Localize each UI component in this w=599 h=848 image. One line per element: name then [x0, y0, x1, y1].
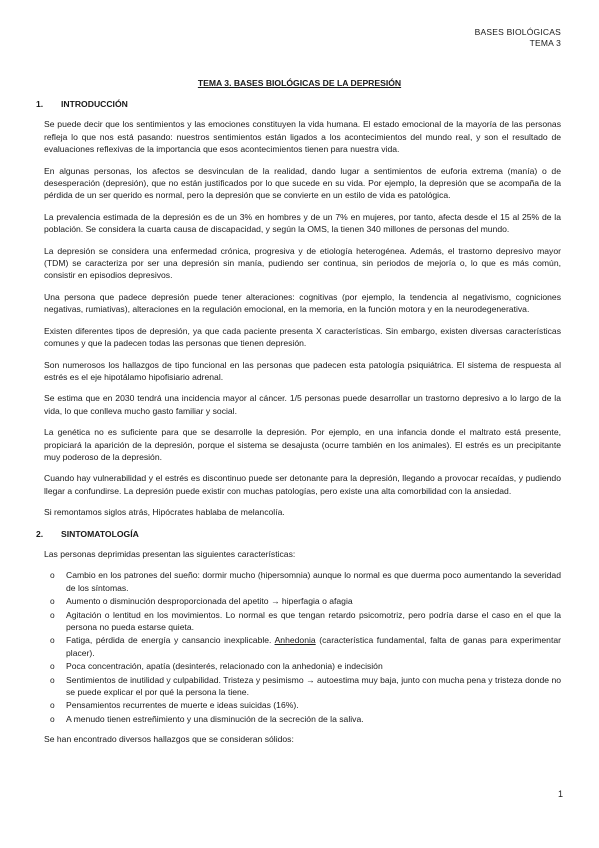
underlined-term: Anhedonia	[274, 635, 316, 646]
paragraph: La genética no es suficiente para que se desarrolle la depresión. Por ejemplo, en una infancia donde el maltrato está presente, propiciará la aparición de la depresión, porque el sistema se desajusta (ocurre también en los animales). El estrés es un precipitante muy poderoso de la depresión.	[44, 427, 561, 462]
paragraph: La prevalencia estimada de la depresión es de un 3% en hombres y de un 7% en mujeres, por tanto, afecta desde el 15 al 25% de la población. Se considera la cuarta causa de discapacidad, y según la OMS, la tienen 340 millones de personas del mundo.	[44, 211, 561, 235]
paragraph: Se puede decir que los sentimientos y las emociones constituyen la vida humana. El estado emocional de la mayoría de las personas refleja lo que nos está pasando: nuestros sentimientos están ligados a los acontecimientos del mundo real, y son el resultado de evaluaciones reflexivas de la importancia que esos acontecimientos tienen para nuestra vida.	[44, 119, 561, 155]
paragraph: Si remontamos siglos atrás, Hipócrates hablaba de melancolía.	[44, 507, 285, 518]
section-heading-introduccion	[36, 98, 561, 110]
paragraph: Son numerosos los hallazgos de tipo funcional en las personas que padecen esta patología psiquiátrica. El sistema de respuesta al estrés es el eje hipotálamo hipofisiario adrenal.	[44, 359, 561, 382]
section-heading-sintomatologia	[36, 528, 561, 540]
list-item: o Sentimientos de inutilidad y culpabilidad. Tristeza y pesimismo → autoestima muy baja, junto con mucha pena y tristeza donde no se puede explicar el por qué la persona la tiene.	[50, 674, 561, 699]
list-item: o Pensamientos recurrentes de muerte e ideas suicidas (16%).	[50, 699, 561, 711]
list-item-text: (característica fundamental, falta de ganas para experimentar placer).	[66, 635, 561, 658]
symptom-list	[36, 569, 561, 725]
header-topic: TEMA 3	[529, 38, 561, 48]
page-number: 1	[557, 789, 563, 799]
list-item: o A menudo tienen estreñimiento y una disminución de la secreción de la saliva.	[50, 713, 561, 725]
list-item: o Aumento o disminución desproporcionada del apetito → hiperfagia o afagia	[50, 595, 561, 607]
section-number: 1.	[36, 99, 44, 109]
list-item: o Agitación o lentitud en los movimientos. Lo normal es que tengan retardo psicomotriz, pero podría darse el caso en el que la persona no pueda estarse quieta.	[50, 609, 561, 634]
section-number: 2.	[36, 528, 44, 539]
list-item	[50, 634, 561, 659]
running-header	[475, 27, 561, 49]
section-title: SINTOMATOLOGÍA	[61, 528, 139, 539]
paragraph: En algunas personas, los afectos se desvinculan de la realidad, dando lugar a sentimientos de euforia extrema (manía) o de desesperación (depresión), que no están justificados por lo que sucede en su vida. Por ejemplo, la depresión que se acompaña de la pérdida de un ser querido es normal, pero la depresión que se convierte en un estilo de vida es patológica.	[44, 165, 561, 201]
section-title: INTRODUCCIÓN	[61, 99, 128, 109]
paragraph: Una persona que padece depresión puede tener alteraciones: cognitivas (por ejemplo, la tendencia al negativismo, cogniciones negativas, rumiativas), alteraciones en la regulación emocional, en la memoria, en la función motora y en la neurodegenerativa.	[44, 291, 561, 315]
paragraph: Se estima que en 2030 tendrá una incidencia mayor al cáncer. 1/5 personas puede desarrollar un trastorno depresivo a lo largo de la vida, lo que conlleva mucho gasto familiar y social.	[44, 393, 561, 416]
paragraph: Existen diferentes tipos de depresión, ya que cada paciente presenta X características. Sin embargo, existen diversas características comunes y que la padecen todas las personas que tienen depresión.	[44, 325, 561, 349]
document-title: TEMA 3. BASES BIOLÓGICAS DE LA DEPRESIÓN	[197, 78, 402, 88]
paragraph: Las personas deprimidas presentan las siguientes características:	[44, 548, 296, 559]
list-item: o Poca concentración, apatía (desinterés, relacionado con la anhedonia) e indecisión	[50, 660, 561, 672]
paragraph: Se han encontrado diversos hallazgos que se consideran sólidos:	[44, 734, 294, 745]
document-body	[36, 98, 561, 755]
paragraph: Cuando hay vulnerabilidad y el estrés es discontinuo puede ser detonante para la depresión, llegando a provocar recaídas, y pudiendo llegar a confundirse. La depresión puede existir con muchas patologías, pero existe una alta comorbilidad con la ansiedad.	[44, 473, 561, 496]
list-item: o Cambio en los patrones del sueño: dormir mucho (hipersomnia) aunque lo normal es que duerma poco aumentando la severidad de los síntomas.	[50, 569, 561, 594]
paragraph: La depresión se considera una enfermedad crónica, progresiva y de etiología heterogénea. Además, el trastorno depresivo mayor (TDM) se caracteriza por ser una depresión sin manía, pudiendo ser continua, sin periodos de mejoría o, lo que es más común, consistir en episodios depresivos.	[44, 245, 561, 281]
header-subject: BASES BIOLÓGICAS	[474, 27, 561, 37]
list-item-text: Fatiga, pérdida de energía y cansancio inexplicable.	[66, 635, 275, 646]
